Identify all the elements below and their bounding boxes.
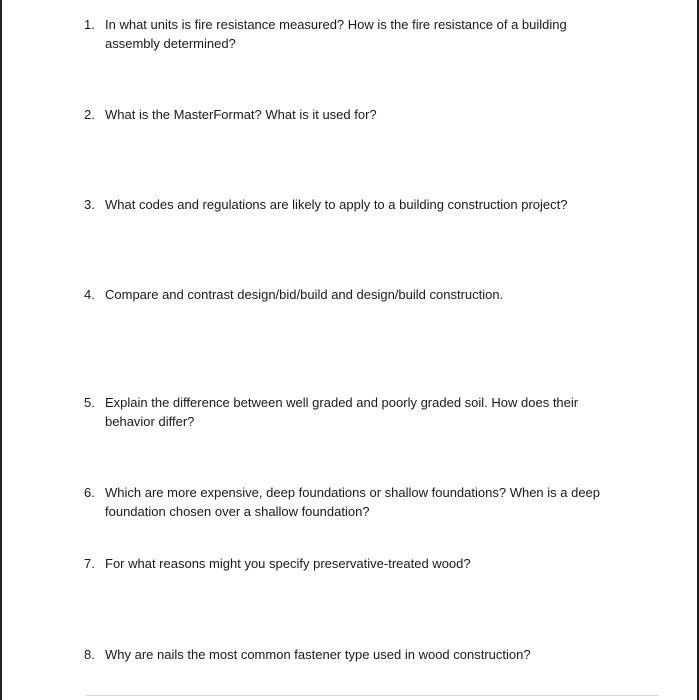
answer-line — [86, 695, 659, 696]
question-7 — [84, 554, 624, 573]
question-text: Explain the difference between well graded and poorly graded soil. How does their behavior differ? — [105, 395, 579, 429]
question-text: In what units is fire resistance measured? How is the fire resistance of a building assembly determined? — [105, 17, 567, 51]
question-2 — [84, 105, 624, 124]
question-number: 2. — [84, 107, 95, 122]
question-text: What codes and regulations are likely to apply to a building construction project? — [105, 197, 568, 212]
question-number: 8. — [84, 647, 95, 662]
question-number: 1. — [84, 17, 95, 32]
question-3 — [84, 195, 624, 214]
question-6 — [84, 483, 624, 521]
question-number: 6. — [84, 485, 95, 500]
question-text: What is the MasterFormat? What is it used for? — [105, 107, 377, 122]
question-number: 3. — [84, 197, 95, 212]
question-text: Compare and contrast design/bid/build and design/build construction. — [105, 287, 504, 302]
question-5 — [84, 393, 624, 431]
question-text: Which are more expensive, deep foundations or shallow foundations? When is a deep foundation chosen over a shallow foundation? — [105, 485, 601, 519]
page-left-edge — [0, 0, 2, 700]
question-8 — [84, 645, 624, 664]
question-number: 7. — [84, 556, 95, 571]
question-4 — [84, 285, 624, 304]
question-number: 4. — [84, 287, 95, 302]
question-1 — [84, 15, 624, 53]
question-text: For what reasons might you specify preservative-treated wood? — [105, 556, 471, 571]
question-text: Why are nails the most common fastener type used in wood construction? — [105, 647, 531, 662]
question-number: 5. — [84, 395, 95, 410]
